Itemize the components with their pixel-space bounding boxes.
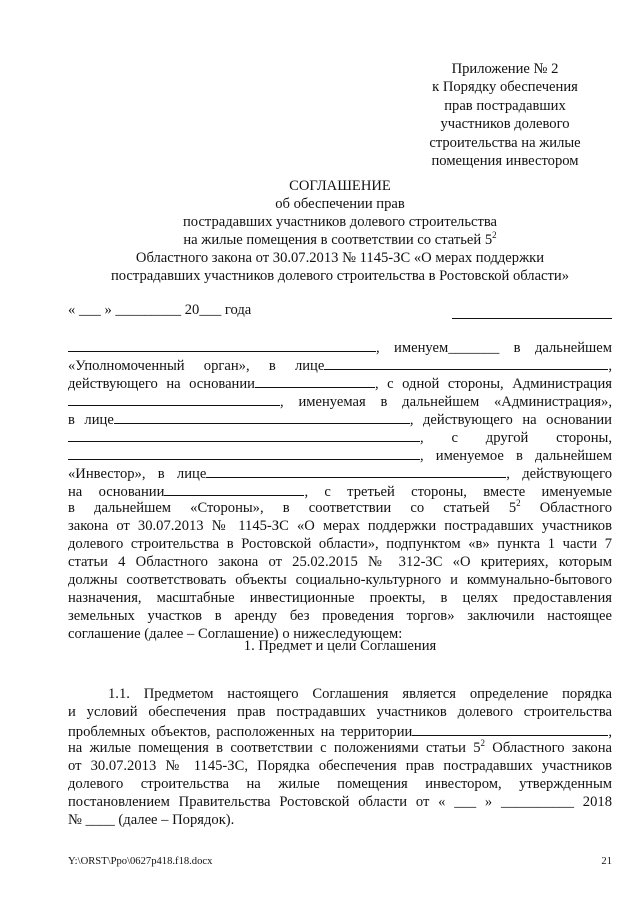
clause-line	[68, 740, 612, 758]
blank-field	[255, 374, 375, 388]
blank-field	[68, 338, 376, 352]
body-text: , с третьей стороны, вместе именуемые	[304, 484, 612, 500]
body-line	[68, 374, 612, 394]
superscript: 2	[480, 738, 486, 748]
footer-file-path: Y:\ORST\Ppo\0627p418.f18.docx	[68, 856, 213, 867]
body-text: в дальнейшем «Стороны», в соответствии со статьей 5	[68, 500, 517, 516]
date-text: « ___ » _________ 20___ года	[68, 302, 252, 318]
blank-field	[68, 392, 280, 406]
body-text: на основании	[68, 484, 165, 500]
appendix-line: строительства на жилые	[429, 134, 581, 151]
blank-field	[68, 446, 420, 460]
blank-field	[412, 722, 608, 736]
body-text: , именуемая в дальнейшем «Администрация»,	[280, 394, 612, 410]
title-line	[60, 229, 620, 250]
body-line: статьи 4 Областного закона от 25.02.2015 № 312-ЗС «О критериях, которым	[68, 554, 612, 570]
clause-line: и условий обеспечения прав пострадавших участников долевого строительства	[68, 704, 612, 720]
body-line: соглашение (далее – Соглашение) о нижеследующем:	[68, 626, 403, 642]
clause-line: от 30.07.2013 № 1145-ЗС, Порядка обеспечения прав пострадавших участников	[68, 758, 612, 774]
appendix-line: прав пострадавших	[444, 97, 566, 114]
body-text: , именуем_______ в дальнейшем	[376, 340, 612, 356]
body-text: «Инвестор», в лице	[68, 466, 207, 482]
title-line-text: на жилые помещения в соответствии со статьей 5	[183, 231, 493, 248]
body-line	[68, 482, 612, 502]
clause-line: долевого строительства на жилые помещения инвестором, утвержденным	[68, 776, 612, 792]
blank-field	[206, 464, 506, 478]
clause-line: 1.1. Предметом настоящего Соглашения является определение порядка	[108, 686, 612, 702]
blank-field	[68, 428, 420, 442]
body-line	[68, 392, 612, 412]
clause-line	[68, 722, 612, 742]
title-heading: СОГЛАШЕНИЕ	[289, 178, 391, 194]
body-text: действующего на основании	[68, 376, 255, 392]
body-line: должны соответствовать объекты социально-культурного и коммунально-бытового	[68, 572, 612, 588]
appendix-block	[400, 60, 610, 170]
body-text: , действующего	[506, 466, 613, 482]
appendix-line: участников долевого	[440, 116, 570, 133]
body-line	[68, 410, 612, 430]
clause-text: проблемных объектов, расположенных на территории	[68, 724, 413, 740]
body-line	[68, 500, 612, 518]
body-line: назначения, масштабные инвестиционные проекты, в целях предоставления	[68, 590, 612, 606]
clause-text: Областного закона	[485, 740, 613, 756]
body-line	[68, 464, 612, 484]
body-text: «Уполномоченный орган», в лице	[68, 358, 325, 374]
body-line: земельных участков в аренду без проведения торгов» заключили настоящее	[68, 608, 612, 624]
superscript: 2	[516, 498, 521, 508]
appendix-line: помещения инвестором	[431, 153, 579, 170]
blank-field	[324, 356, 608, 370]
body-text: , действующего на основании	[409, 412, 612, 428]
clause-text: на жилые помещения в соответствии с положениями статьи 5	[68, 740, 481, 756]
body-line	[68, 338, 612, 358]
body-text: , именуемое в дальнейшем	[420, 448, 612, 464]
blank-field	[164, 482, 304, 496]
title-line: пострадавших участников долевого строительства	[182, 213, 498, 230]
appendix-line: Приложение № 2	[451, 61, 559, 77]
body-text: , с одной стороны, Администрация	[374, 376, 612, 392]
date-line	[68, 302, 612, 320]
body-line: закона от 30.07.2013 № 1145-ЗС «О мерах поддержки пострадавших участников	[68, 518, 612, 534]
superscript: 2	[492, 229, 497, 240]
body-text: Областного	[520, 500, 613, 516]
title-line: Областного закона от 30.07.2013 № 1145-ЗС «О мерах поддержки	[135, 249, 545, 266]
title-line: об обеспечении прав	[275, 195, 405, 212]
body-text: в лице	[68, 412, 114, 428]
body-text: ,	[608, 358, 612, 374]
clause-text: ,	[608, 724, 612, 740]
body-line	[68, 356, 612, 376]
clause-line: постановлением Правительства Ростовской области от « ___ » __________ 2018	[68, 794, 612, 810]
blank-field	[114, 410, 410, 424]
body-line	[68, 428, 612, 448]
title-line: пострадавших участников долевого строительства в Ростовской области»	[110, 267, 570, 284]
place-blank	[452, 318, 612, 319]
body-line	[68, 446, 612, 466]
document-title	[60, 178, 620, 285]
appendix-line: к Порядку обеспечения	[432, 79, 578, 96]
body-line: долевого строительства в Ростовской области», подпунктом «в» пункта 1 части 7	[68, 536, 612, 552]
page-number: 21	[601, 856, 612, 867]
clause-line: № ____ (далее – Порядок).	[68, 812, 235, 828]
section-heading: 1. Предмет и цели Соглашения	[243, 638, 437, 654]
body-text: , с другой стороны,	[420, 430, 612, 446]
